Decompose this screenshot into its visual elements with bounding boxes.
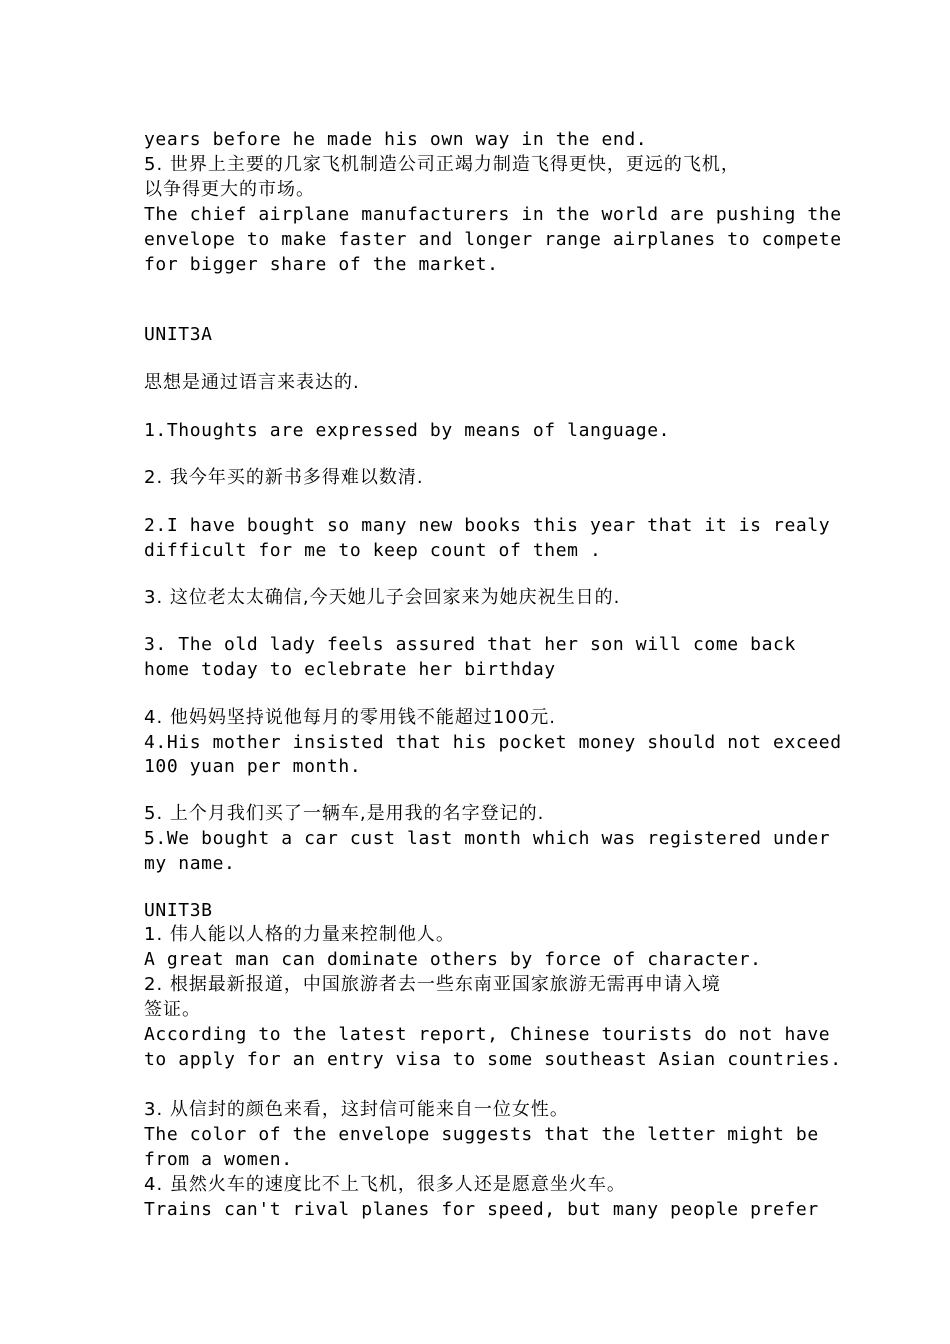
section-heading: UNIT3A [144, 324, 213, 345]
text-line: to apply for an entry visa to some southeast Asian countries. [144, 1049, 842, 1070]
text-line: The color of the envelope suggests that the letter might be [144, 1124, 819, 1145]
text-line: for bigger share of the market. [144, 254, 499, 275]
text-line: home today to eclebrate her birthday [144, 659, 556, 680]
text-line: 3. 从信封的颜色来看，这封信可能来自一位女性。 [144, 1099, 569, 1120]
text-line: 3. 这位老太太确信,今天她儿子会回家来为她庆祝生日的. [144, 587, 621, 608]
text-line: 1. 伟人能以人格的力量来控制他人。 [144, 924, 455, 945]
text-line: 4.His mother insisted that his pocket money should not exceed [144, 732, 842, 753]
text-line: A great man can dominate others by force of character. [144, 949, 762, 970]
text-line: 4. 他妈妈坚持说他每月的零用钱不能超过100元. [144, 707, 556, 728]
text-line: from a women. [144, 1149, 293, 1170]
text-line: 2. 根据最新报道，中国旅游者去一些东南亚国家旅游无需再申请入境 [144, 974, 721, 995]
text-line: 以争得更大的市场。 [144, 179, 315, 200]
text-line: 5.We bought a car cust last month which was registered under [144, 828, 831, 849]
text-line: 5. 世界上主要的几家飞机制造公司正竭力制造飞得更快，更远的飞机， [144, 154, 740, 175]
text-line: 思想是通过语言来表达的. [144, 372, 360, 393]
text-line: 4. 虽然火车的速度比不上飞机，很多人还是愿意坐火车。 [144, 1174, 626, 1195]
text-line: The chief airplane manufacturers in the world are pushing the [144, 204, 842, 225]
text-line: envelope to make faster and longer range airplanes to compete [144, 229, 842, 250]
text-line: 2. 我今年买的新书多得难以数清. [144, 467, 424, 488]
text-line: According to the latest report, Chinese tourists do not have [144, 1024, 831, 1045]
text-line: years before he made his own way in the end. [144, 129, 648, 150]
text-line: 100 yuan per month. [144, 756, 362, 777]
text-line: 2.I have bought so many new books this year that it is realy [144, 515, 831, 536]
text-line: Trains can't rival planes for speed, but many people prefer [144, 1199, 819, 1220]
text-line: difficult for me to keep count of them . [144, 540, 602, 561]
text-line: 签证。 [144, 999, 201, 1020]
text-line: my name. [144, 853, 236, 874]
text-line: 3. The old lady feels assured that her son will come back [144, 634, 796, 655]
text-line: 5. 上个月我们买了一辆车,是用我的名字登记的. [144, 803, 545, 824]
text-line: 1.Thoughts are expressed by means of language. [144, 420, 671, 441]
section-heading: UNIT3B [144, 900, 213, 921]
